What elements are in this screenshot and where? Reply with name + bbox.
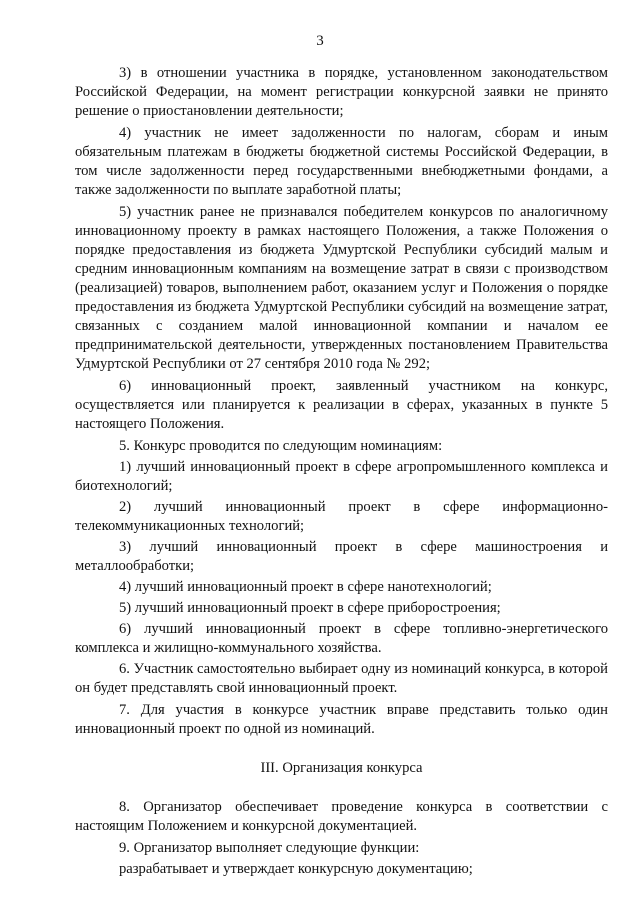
nomination-1: 1) лучший инновационный проект в сфере агропромышленного комплекса и биотехнологий; [75,459,608,494]
nomination-5: 5) лучший инновационный проект в сфере приборостроения; [119,600,501,616]
paragraph-clause-6: 6. Участник самостоятельно выбирает одну из номинаций конкурса, в которой он будет представлять свой инновационный проект. [75,661,608,696]
paragraph-clause-8: 8. Организатор обеспечивает проведение конкурса в соответствии с настоящим Положением и конкурсной документацией. [75,799,608,834]
paragraph-clause-7: 7. Для участия в конкурсе участник вправе представить только один инновационный проект по одной из номинаций. [75,702,608,737]
paragraph-function-1: разрабатывает и утверждает конкурсную документацию; [119,861,473,877]
nomination-4: 4) лучший инновационный проект в сфере нанотехнологий; [119,579,492,595]
nomination-6: 6) лучший инновационный проект в сфере топливно-энергетического комплекса и жилищно-коммунального хозяйства. [75,621,608,656]
document-body [75,64,608,881]
page-number: 3 [316,33,324,49]
paragraph-item-4: 4) участник не имеет задолженности по налогам, сборам и иным обязательным платежам в бюджеты бюджетной системы Российской Федерации, в том числе задолженности перед государственными внебюджетными фондами, а также задолженности по выплате заработной платы; [75,125,608,198]
paragraph-item-6: 6) инновационный проект, заявленный участником на конкурс, осуществляется или планируется к реализации в сферах, указанных в пункте 5 настоящего Положения. [75,378,608,432]
paragraph-item-5: 5) участник ранее не признавался победителем конкурсов по аналогичному инновационному проекту в рамках настоящего Положения, а также Положения о порядке предоставления из бюджета Удмуртской Республики субсидий малым и средним инновационным компаниям на возмещение затрат в связи с производством (реализацией) товаров, выполнением работ, оказанием услуг и Положения о порядке предоставления из бюджета Удмуртской Республики субсидий на возмещение затрат, связанных с созданием малой инновационной компании и началом ее предпринимательской деятельности, утвержденных постановлением Правительства Удмуртской Республики от 27 сентября 2010 года № 292; [75,204,608,372]
paragraph-clause-9: 9. Организатор выполняет следующие функции: [119,840,420,856]
paragraph-item-3: 3) в отношении участника в порядке, установленном законодательством Российской Федерации, на момент регистрации конкурсной заявки не принято решение о приостановлении деятельности; [75,65,608,119]
nomination-2: 2) лучший инновационный проект в сфере информационно-телекоммуникационных технологий; [75,499,608,534]
nomination-3: 3) лучший инновационный проект в сфере машиностроения и металлообработки; [75,539,608,574]
paragraph-clause-5: 5. Конкурс проводится по следующим номинациям: [119,438,443,454]
section-heading: III. Организация конкурса [260,760,423,776]
